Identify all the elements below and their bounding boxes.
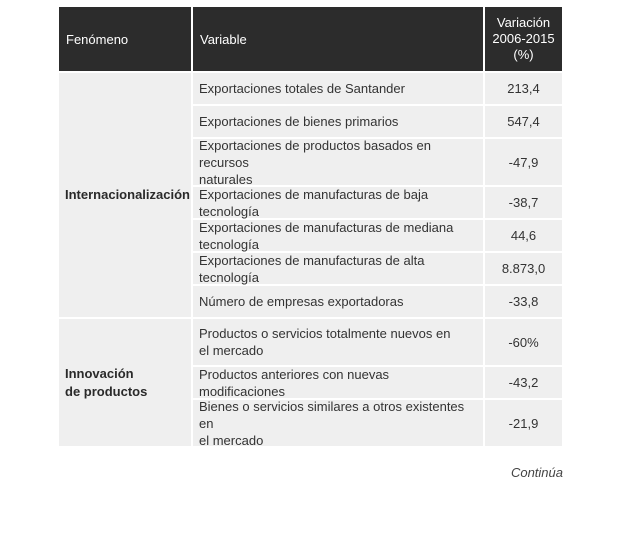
row-value: -21,9 (508, 415, 539, 431)
data-table (59, 7, 562, 446)
row-variable: Exportaciones de manufacturas de baja tecnología (193, 187, 485, 218)
table-row (193, 106, 562, 139)
table-row (193, 139, 562, 187)
row-variable: Exportaciones de bienes primarios (193, 106, 485, 137)
row-variable: Número de empresas exportadoras (193, 286, 485, 317)
row-variable: Exportaciones totales de Santander (193, 73, 485, 104)
table-row (193, 319, 562, 367)
header-variable: Variable (193, 7, 485, 71)
group-internacionalizacion (59, 71, 562, 317)
table-row (193, 253, 562, 286)
table-row (193, 220, 562, 253)
row-value: -33,8 (508, 294, 539, 309)
table-row (193, 400, 562, 446)
table-row (193, 187, 562, 220)
header-variacion (485, 7, 562, 71)
row-value: 213,4 (507, 81, 540, 96)
continues-note: Continúa (510, 465, 563, 480)
row-value: -47,9 (508, 154, 539, 170)
row-variable: Productos o servicios totalmente nuevos en el mercado (193, 319, 485, 365)
row-value: -60% (508, 334, 539, 350)
row-variable: Productos anteriores con nuevas modificaciones (193, 367, 485, 398)
row-value: 547,4 (507, 114, 540, 129)
table-row (193, 286, 562, 317)
header-fenomeno: Fenómeno (59, 7, 193, 71)
group-label: Internacionalización (59, 73, 193, 317)
group-label: Innovación de productos (59, 319, 193, 446)
row-value: -43,2 (508, 375, 539, 390)
row-variable: Bienes o servicios similares a otros existentes en el mercado (193, 400, 485, 446)
row-variable: Exportaciones de manufacturas de alta tecnología (193, 253, 485, 284)
table-row (193, 367, 562, 400)
group-innovacion (59, 317, 562, 446)
row-variable: Exportaciones de manufacturas de mediana tecnología (193, 220, 485, 251)
row-value: -38,7 (508, 195, 539, 210)
table-row (193, 73, 562, 106)
row-value: 8.873,0 (501, 261, 546, 276)
header-variacion-text: Variación 2006-2015 (%) (492, 15, 555, 62)
row-variable: Exportaciones de productos basados en recursos naturales (193, 139, 485, 185)
row-value: 44,6 (510, 228, 537, 243)
table-header (59, 7, 562, 71)
